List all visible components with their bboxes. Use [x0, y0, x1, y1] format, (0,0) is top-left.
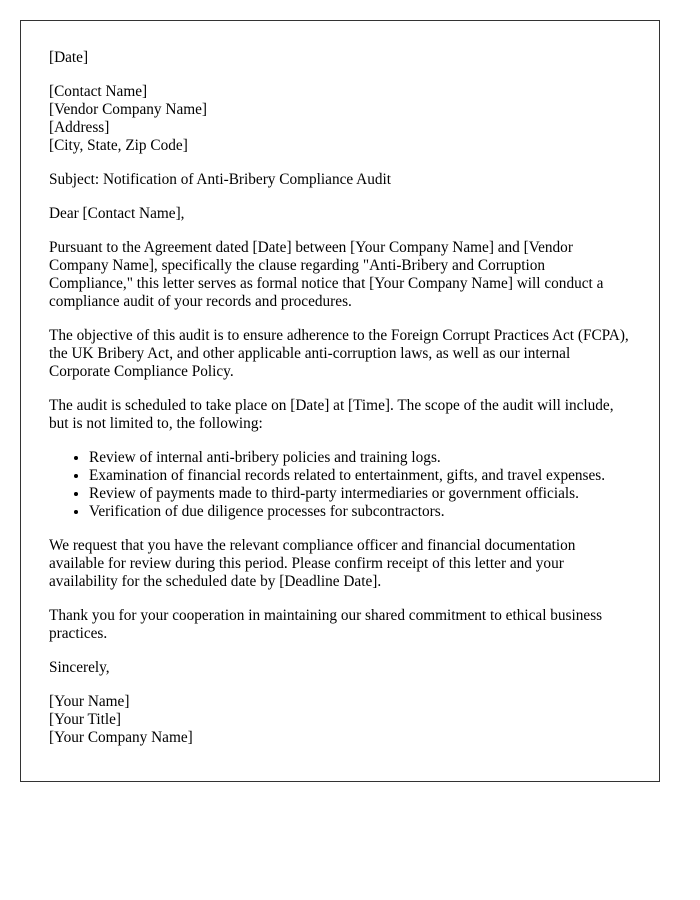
sender-company: [Your Company Name]	[49, 729, 193, 746]
recipient-address-block	[49, 83, 631, 155]
letter-date: [Date]	[49, 49, 89, 66]
letter-page	[20, 20, 660, 782]
sender-name: [Your Name]	[49, 693, 130, 710]
sender-signature-block	[49, 693, 631, 747]
recipient-address: [Address]	[49, 119, 110, 136]
letter-signoff: Sincerely,	[49, 659, 110, 676]
letter-subject: Subject: Notification of Anti-Bribery Compliance Audit	[49, 171, 391, 188]
list-item: • Review of payments made to third-party intermediaries or government officials.	[89, 485, 631, 503]
body-paragraph-agreement: Pursuant to the Agreement dated [Date] between [Your Company Name] and [Vendor Company Name], specifically the clause regarding "Anti-Bribery and Corruption Compliance," this letter serves as formal notice that [Your Company Name] will conduct a compliance audit of your records and procedures.	[49, 239, 604, 310]
list-item: • Verification of due diligence processes for subcontractors.	[89, 503, 631, 521]
body-paragraph-schedule: The audit is scheduled to take place on [Date] at [Time]. The scope of the audit will include, but is not limited to, the following:	[49, 397, 614, 432]
list-item: • Examination of financial records related to entertainment, gifts, and travel expenses.	[89, 467, 631, 485]
sender-title: [Your Title]	[49, 711, 121, 728]
body-paragraph-thanks: Thank you for your cooperation in maintaining our shared commitment to ethical business practices.	[49, 607, 603, 642]
letter-salutation: Dear [Contact Name],	[49, 205, 185, 222]
body-paragraph-objective: The objective of this audit is to ensure adherence to the Foreign Corrupt Practices Act (FCPA), the UK Bribery Act, and other applicable anti-corruption laws, as well as our internal Corporate Compliance Policy.	[49, 327, 629, 380]
recipient-city-state-zip: [City, State, Zip Code]	[49, 137, 188, 154]
audit-scope-list	[49, 449, 631, 521]
body-paragraph-request: We request that you have the relevant compliance officer and financial documentation available for review during this period. Please confirm receipt of this letter and your availability for the scheduled date by [Deadline Date].	[49, 537, 576, 590]
list-item: • Review of internal anti-bribery policies and training logs.	[89, 449, 631, 467]
recipient-company: [Vendor Company Name]	[49, 101, 208, 118]
recipient-contact-name: [Contact Name]	[49, 83, 148, 100]
